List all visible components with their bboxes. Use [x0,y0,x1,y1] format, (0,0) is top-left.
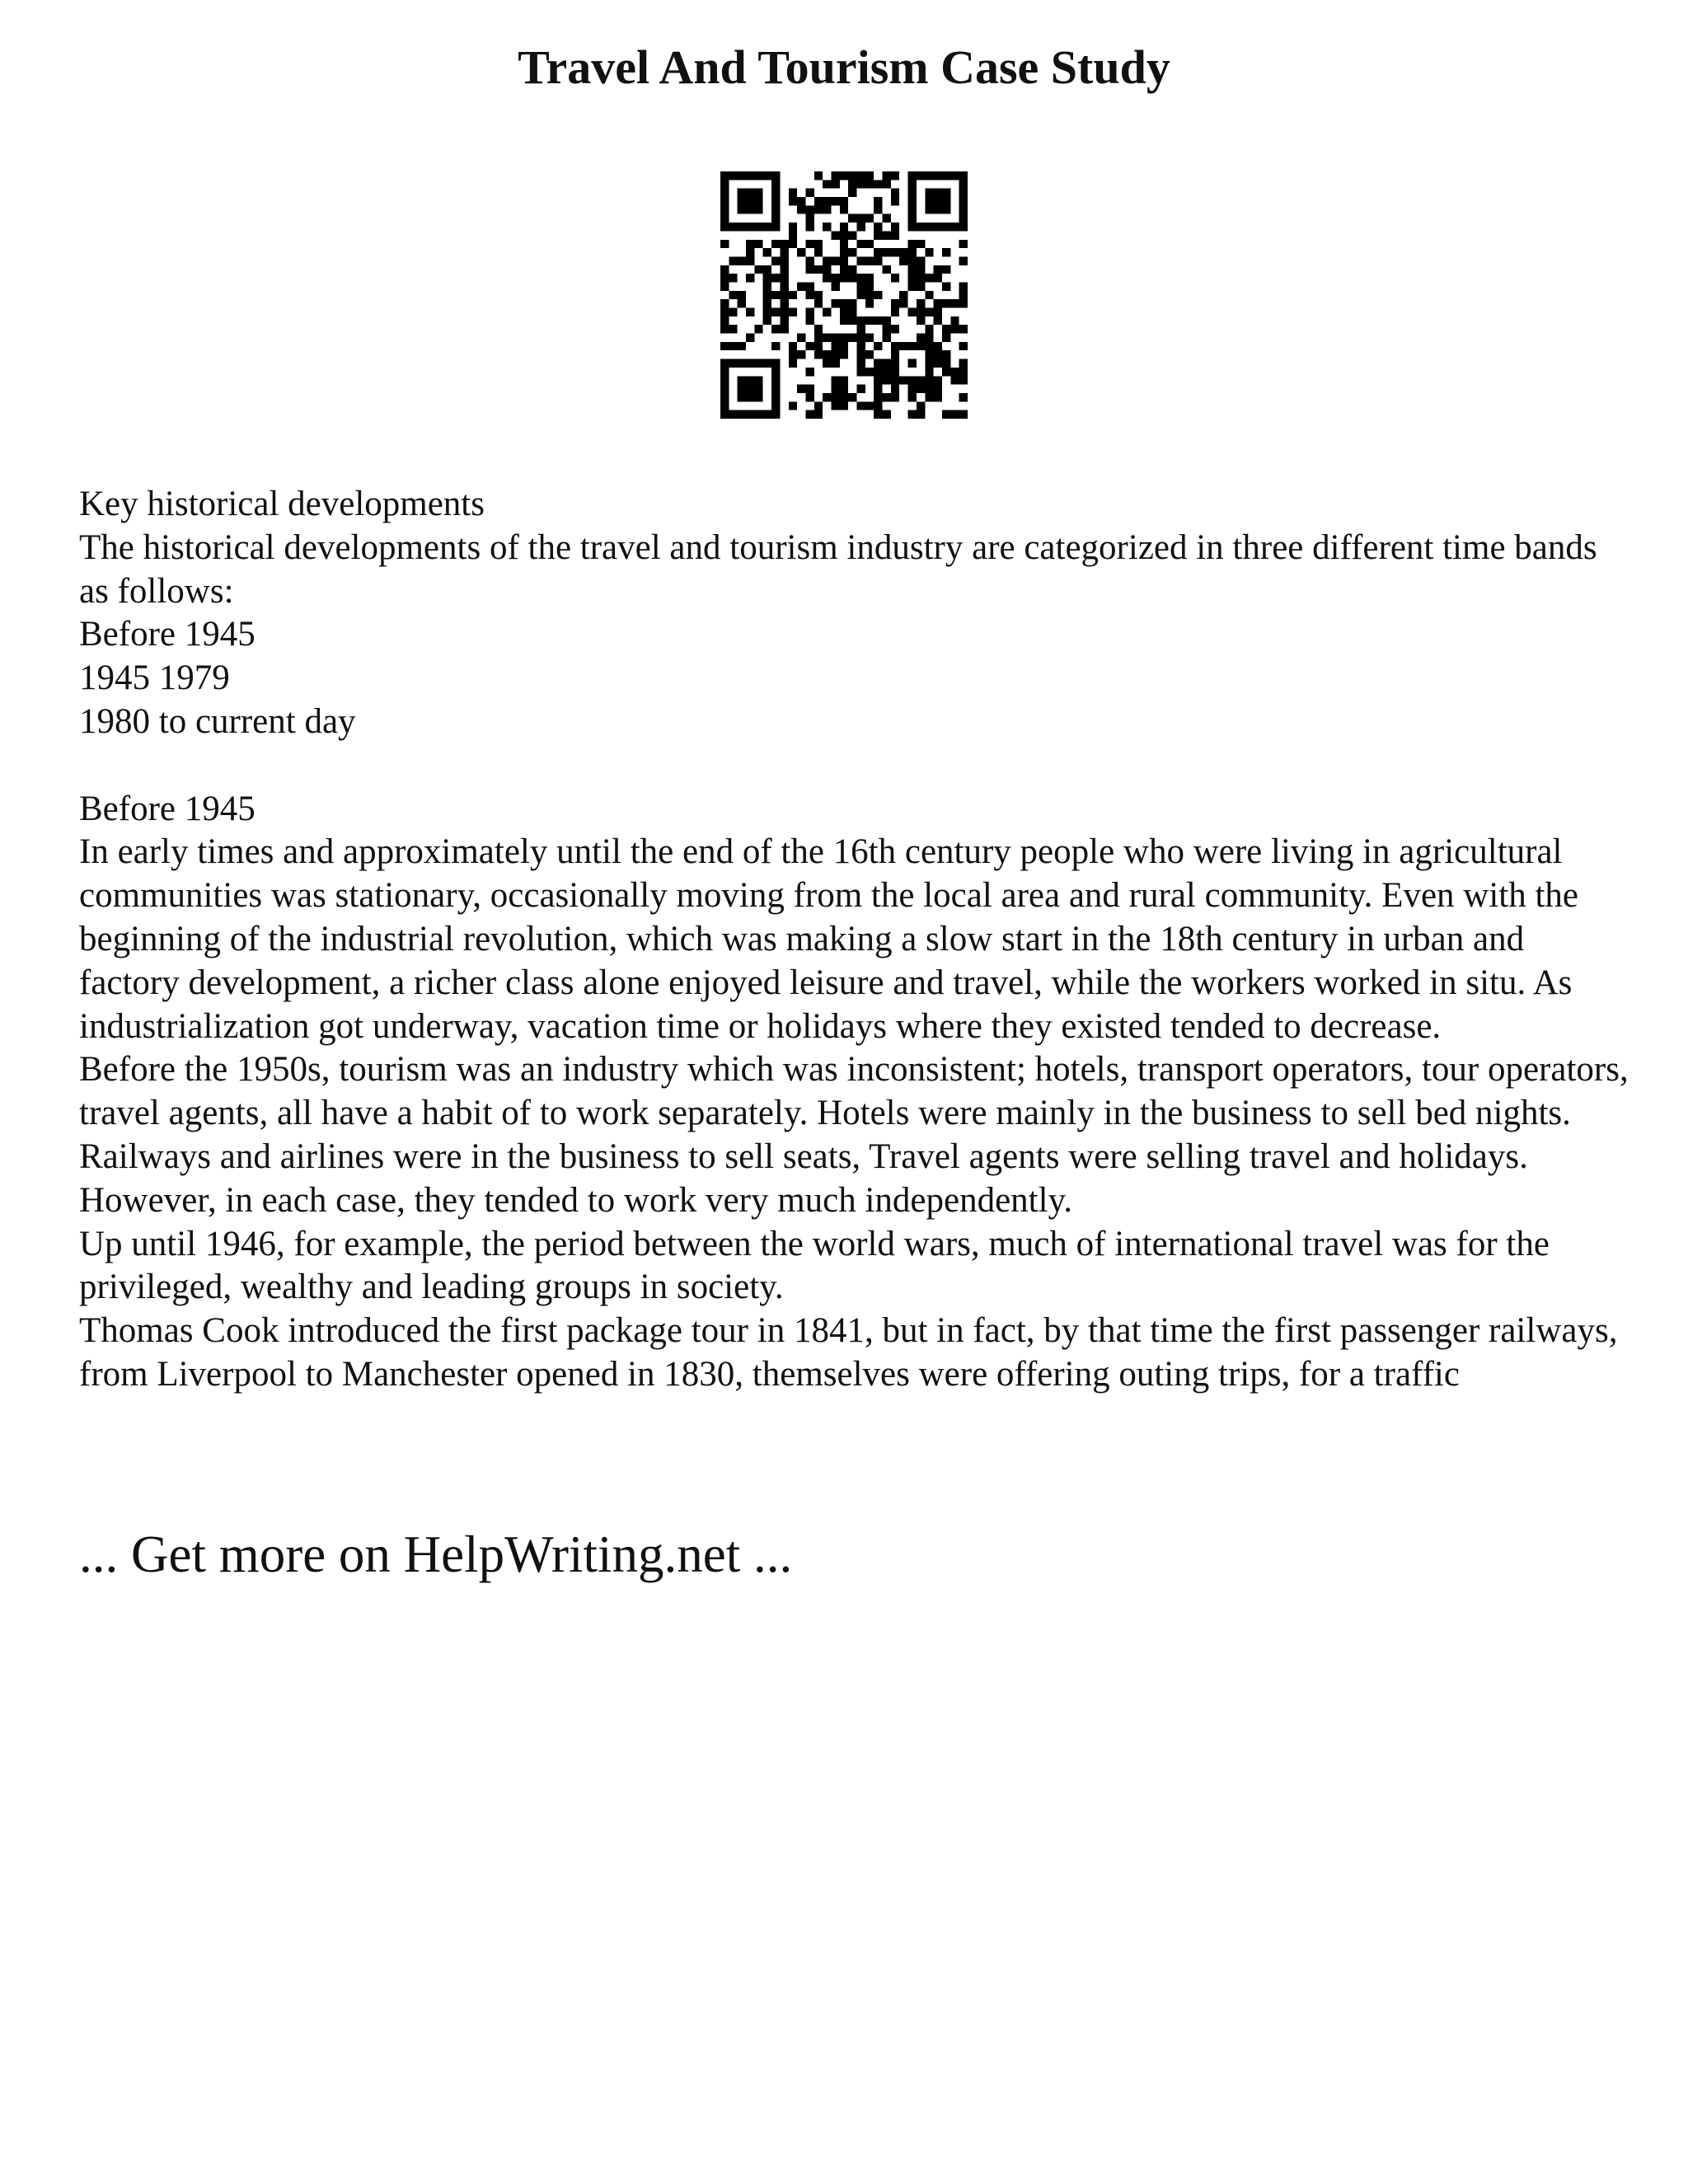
paragraph: Thomas Cook introduced the first package tour in 1841, but in fact, by that time the first passenger railways, from Liverpool to Manchester opened in 1830, themselves were offering outing trips, for a traffic [79,1311,1627,1394]
article-body [79,483,1638,1397]
section-heading: Before 1945 [79,789,256,828]
paragraph: Up until 1946, for example, the period between the world wars, much of international travel was for the privileged, wealthy and leading groups in society. [79,1224,1559,1307]
paragraph: In early times and approximately until the end of the 16th century people who were living in agricultural communities was stationary, occasionally moving from the local area and rural community. Even with the beginning of the industrial revolution, which was making a slow start in the 18th century in urban and factory development, a richer class alone enjoyed leisure and travel, while the workers worked in situ. As industrialization got underway, vacation time or holidays where they existed tended to decrease. [79,832,1587,1046]
paragraph: Before the 1950s, tourism was an industry which was inconsistent; hotels, transport operators, tour operators, travel agents, all have a habit of to work separately. Hotels were mainly in the business to sell bed nights. Railways and airlines were in the business to sell seats, Travel agents were selling travel and holidays. However, in each case, they tended to work very much independently. [79,1050,1638,1220]
intro-paragraph: The historical developments of the travel and tourism industry are categorized in three different time bands as follows: [79,527,1606,611]
spacer [79,744,1629,788]
time-band-item: 1945 1979 [79,658,230,698]
page-title: Travel And Tourism Case Study [518,40,1170,94]
get-more-link[interactable]: ... Get more on HelpWriting.net ... [79,1526,793,1583]
time-band-item: Before 1945 [79,615,256,654]
time-band-item: 1980 to current day [79,701,356,741]
intro-heading: Key historical developments [79,485,485,523]
qr-code-icon [720,171,968,419]
